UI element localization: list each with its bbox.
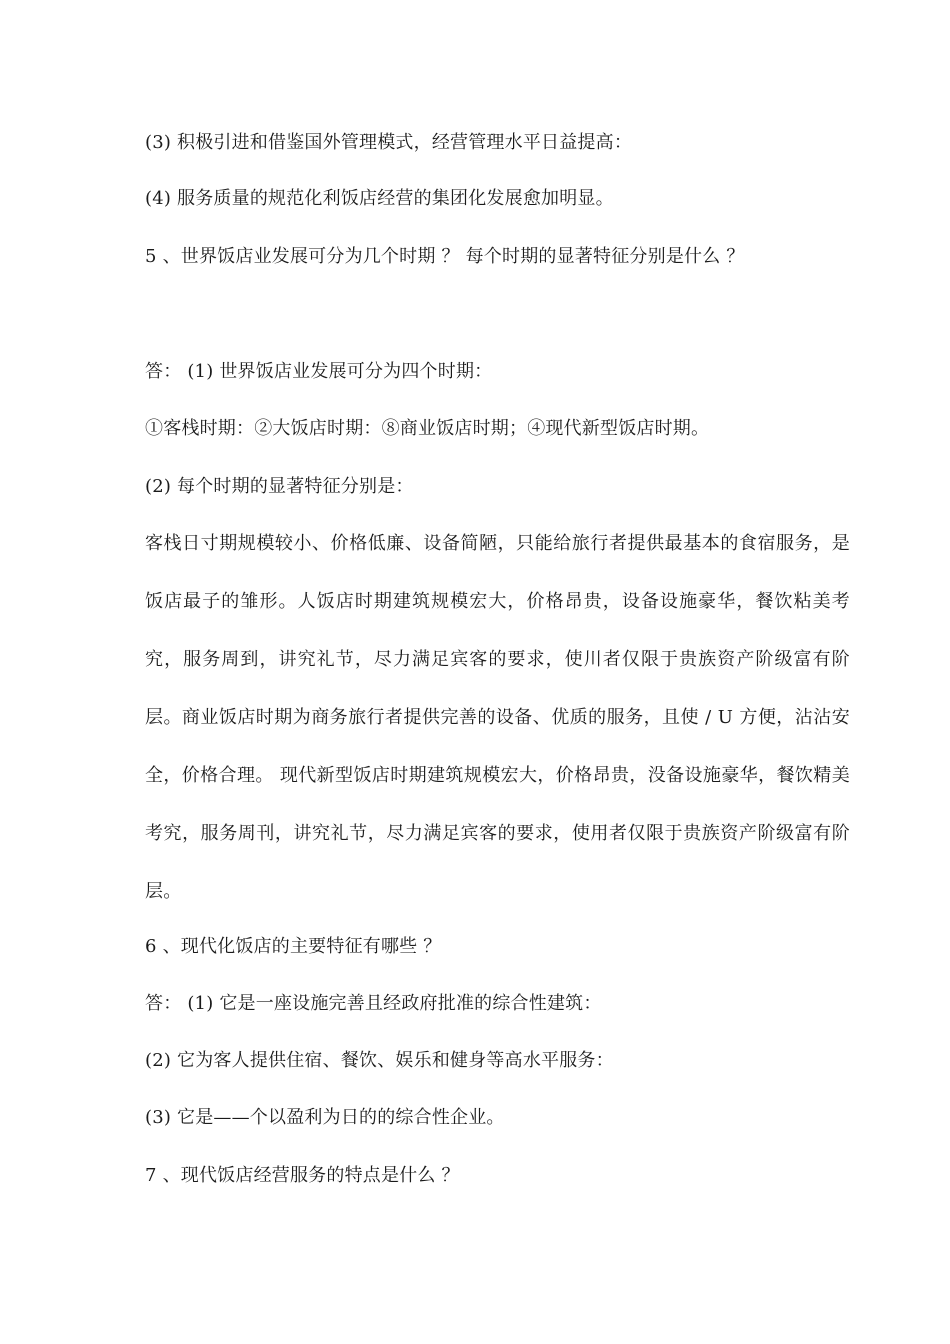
text-line-item-3: (3) 积极引进和借鉴国外管理模式，经营管理水平日益提高：	[145, 132, 633, 153]
answer-6-item-2: (2) 它为客人提供住宿、餐饮、娱乐和健身等高水平服务：	[145, 1050, 614, 1071]
answer-6-item-3: (3) 它是——个以盈利为日的的综合性企业。	[145, 1107, 505, 1128]
text-line-item-4: (4) 服务质量的规范化利饭店经营的集团化发展愈加明显。	[145, 188, 614, 209]
question-6: 6 、现代化饭店的主要特征有哪些 ？	[145, 936, 442, 957]
answer-5-periods: ①客栈时期：②大饭店时期：⑧商业饭店时期；④现代新型饭店时期。	[145, 418, 710, 439]
question-7: 7 、现代饭店经营服务的特点是什么 ？	[145, 1165, 460, 1186]
answer-5-features-paragraph: 客栈日寸期规模较小、价格低廉、设备简陋，只能给旅行者提供最基本的食宿服务，是饭店最子的雏形。人饭店时期建筑规模宏大，价格昂贵，设备设施豪华，餐饮粘美考究，服务周到，讲究礼节，尽力满足宾客的要求，使川者仅限于贵族资产阶级富有阶层。商业饭店时期为商务旅行者提供完善的设备、优质的服务，且使 / U 方便，沾沾安全，价格合理。 现代新型饭店时期建筑规模宏大，价格昂贵，没备设施豪华，餐饮精美考究，服务周刊，讲究礼节，尽力满足宾客的要求，使用者仅限于贵族资产阶级富有阶层。	[145, 533, 850, 902]
answer-5-intro: 答： (1) 世界饭店业发展可分为四个时期：	[145, 361, 493, 382]
answer-6-item-1: 答： (1) 它是一座设施完善且经政府批准的综合性建筑：	[145, 993, 602, 1014]
answer-5-features-heading: (2) 每个时期的显著特征分别是：	[145, 476, 414, 497]
question-5: 5 、世界饭店业发展可分为几个时期 ？ 每个时期的显著特征分别是什么 ？	[145, 246, 745, 267]
